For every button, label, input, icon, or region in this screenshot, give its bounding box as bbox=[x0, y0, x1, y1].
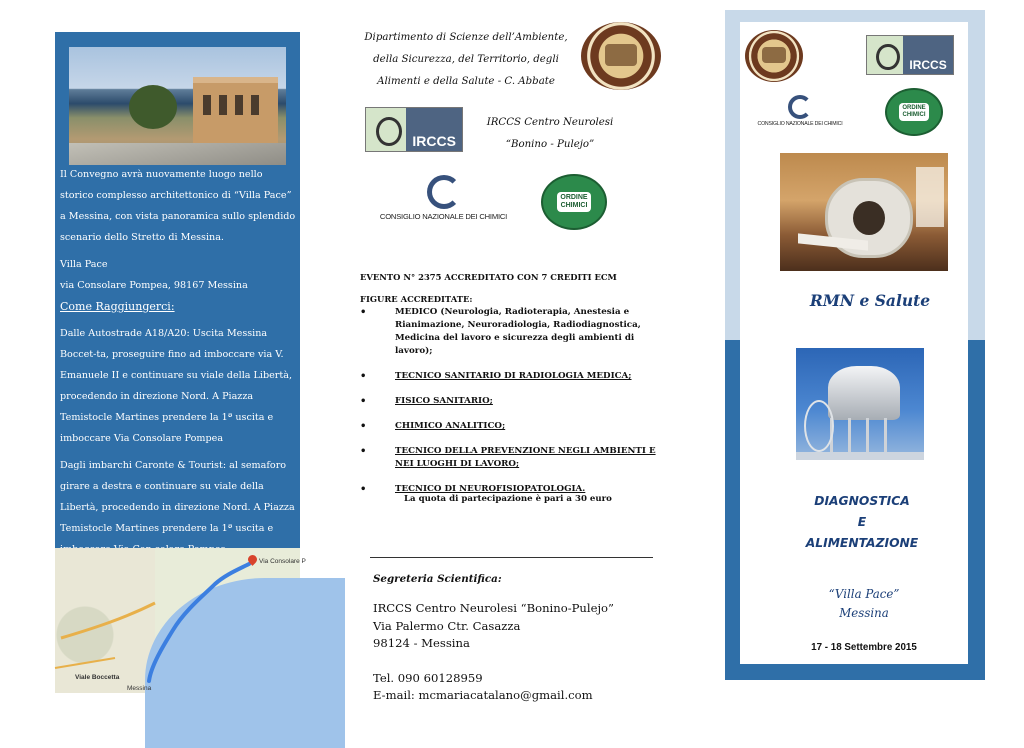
secretariat-city: 98124 - Messina bbox=[373, 636, 470, 650]
section-divider bbox=[370, 557, 653, 558]
villa-pace-photo bbox=[69, 47, 286, 165]
cover-venue-name: “Villa Pace” bbox=[828, 587, 900, 601]
mri-room-photo bbox=[780, 153, 948, 271]
cover-irccs-logo: IRCCS bbox=[866, 35, 954, 75]
subtitle-line-3: ALIMENTAZIONE bbox=[805, 536, 919, 550]
venue-name: Villa Pace bbox=[60, 259, 108, 270]
event-date: 17 - 18 Settembre 2015 bbox=[811, 642, 917, 653]
cover-university-seal-logo bbox=[745, 30, 803, 82]
department-line-1: Dipartimento di Scienze dell’Ambiente, bbox=[364, 32, 568, 43]
secretariat-contact bbox=[373, 600, 614, 705]
venue-panel bbox=[55, 32, 300, 548]
list-item: • MEDICO (Neurologia, Radioterapia, Anestesia e Rianimazione, Neuroradiologia, Radiodiagnostica, Medicina del lavoro e sicurezza degli ambienti di lavoro); bbox=[360, 306, 670, 358]
ordine-chimici-logo: ORDINE CHIMICI bbox=[541, 174, 607, 230]
list-item: • CHIMICO ANALITICO; bbox=[360, 420, 670, 433]
irccs-heading bbox=[470, 112, 630, 156]
list-item: • TECNICO SANITARIO DI RADIOLOGIA MEDICA; bbox=[360, 370, 670, 383]
cover-cnc-logo: CONSIGLIO NAZIONALE DEI CHIMICI bbox=[752, 95, 848, 127]
route-map bbox=[55, 548, 306, 693]
figures-title: FIGURE ACCREDITATE: bbox=[360, 294, 473, 304]
how-to-reach-title: Come Raggiungerci: bbox=[60, 300, 175, 313]
cover-ordine-chimici-logo: ORDINE CHIMICI bbox=[885, 88, 943, 136]
department-line-2: della Sicurezza, del Territorio, degli bbox=[373, 54, 559, 65]
subtitle-line-2: E bbox=[857, 515, 867, 529]
cover-venue-city: Messina bbox=[839, 606, 889, 620]
venue-description bbox=[60, 164, 298, 560]
irccs-logo: IRCCS bbox=[365, 107, 463, 152]
ecm-accreditation bbox=[360, 266, 670, 310]
directions-highway: Dalle Autostrade A18/A20: Uscita Messina Boccet-ta, proseguire fino ad imboccare via V. Emanuele II e continuare su viale della Libertà, procedendo in direzione Nord. A Piazza Temistocle Martines prendere la 1ª uscita e imboccare Via Consolare Pompea bbox=[60, 328, 292, 444]
map-label-city: Messina bbox=[127, 685, 152, 692]
university-seal-logo bbox=[581, 22, 661, 90]
brochure-subtitle bbox=[780, 491, 944, 554]
secretariat-title: Segreteria Scientifica: bbox=[373, 573, 502, 585]
department-heading bbox=[360, 27, 572, 93]
directions-ferry: Dagli imbarchi Caronte & Tourist: al semaforo girare a destra e continuare su viale della Libertà, procedendo in direzione Nord. A Piazza Temistocle Martines prendere la 1ª uscita e bbox=[60, 460, 295, 534]
department-line-3: Alimenti e della Salute - C. Abbate bbox=[377, 76, 555, 87]
phone-number: Tel. 090 60128959 bbox=[373, 670, 483, 685]
mri-scanner-photo bbox=[796, 348, 924, 460]
list-item: • FISICO SANITARIO; bbox=[360, 395, 670, 408]
subtitle-line-1: DIAGNOSTICA bbox=[814, 494, 910, 508]
irccs-line-1: IRCCS Centro Neurolesi bbox=[486, 117, 614, 128]
event-number: EVENTO N° 2375 ACCREDITATO CON 7 CREDITI ECM bbox=[360, 272, 617, 282]
fee-note: La quota di partecipazione è pari a 30 euro bbox=[404, 494, 612, 504]
map-label-start: Viale Boccetta bbox=[75, 674, 120, 681]
cnc-logo: CONSIGLIO NAZIONALE DEI CHIMICI bbox=[371, 175, 516, 221]
list-item: • TECNICO DI NEUROFISIOPATOLOGIA. bbox=[360, 483, 670, 496]
map-label-destination: Via Consolare P bbox=[259, 558, 306, 565]
cover-venue bbox=[790, 585, 938, 623]
accredited-figures-list bbox=[360, 306, 670, 508]
route-line bbox=[55, 548, 300, 693]
venue-address: via Consolare Pompea, 98167 Messina bbox=[60, 280, 248, 291]
secretariat-street: Via Palermo Ctr. Casazza bbox=[373, 618, 521, 633]
intro-text: Il Convegno avrà nuovamente luogo nello storico complesso architettonico di “Villa Pace” a Messina, con vista panoramica sullo splendido scenario dello Stretto di Messina. bbox=[60, 169, 296, 243]
irccs-line-2: “Bonino - Pulejo” bbox=[505, 139, 595, 150]
list-item: • TECNICO DELLA PREVENZIONE NEGLI AMBIENTI E NEI LUOGHI DI LAVORO; bbox=[360, 445, 670, 471]
secretariat-name: IRCCS Centro Neurolesi “Bonino-Pulejo” bbox=[373, 601, 614, 615]
brochure-title: RMN e Salute bbox=[809, 291, 931, 310]
email-address: E-mail: mcmariacatalano@gmail.com bbox=[373, 688, 593, 702]
